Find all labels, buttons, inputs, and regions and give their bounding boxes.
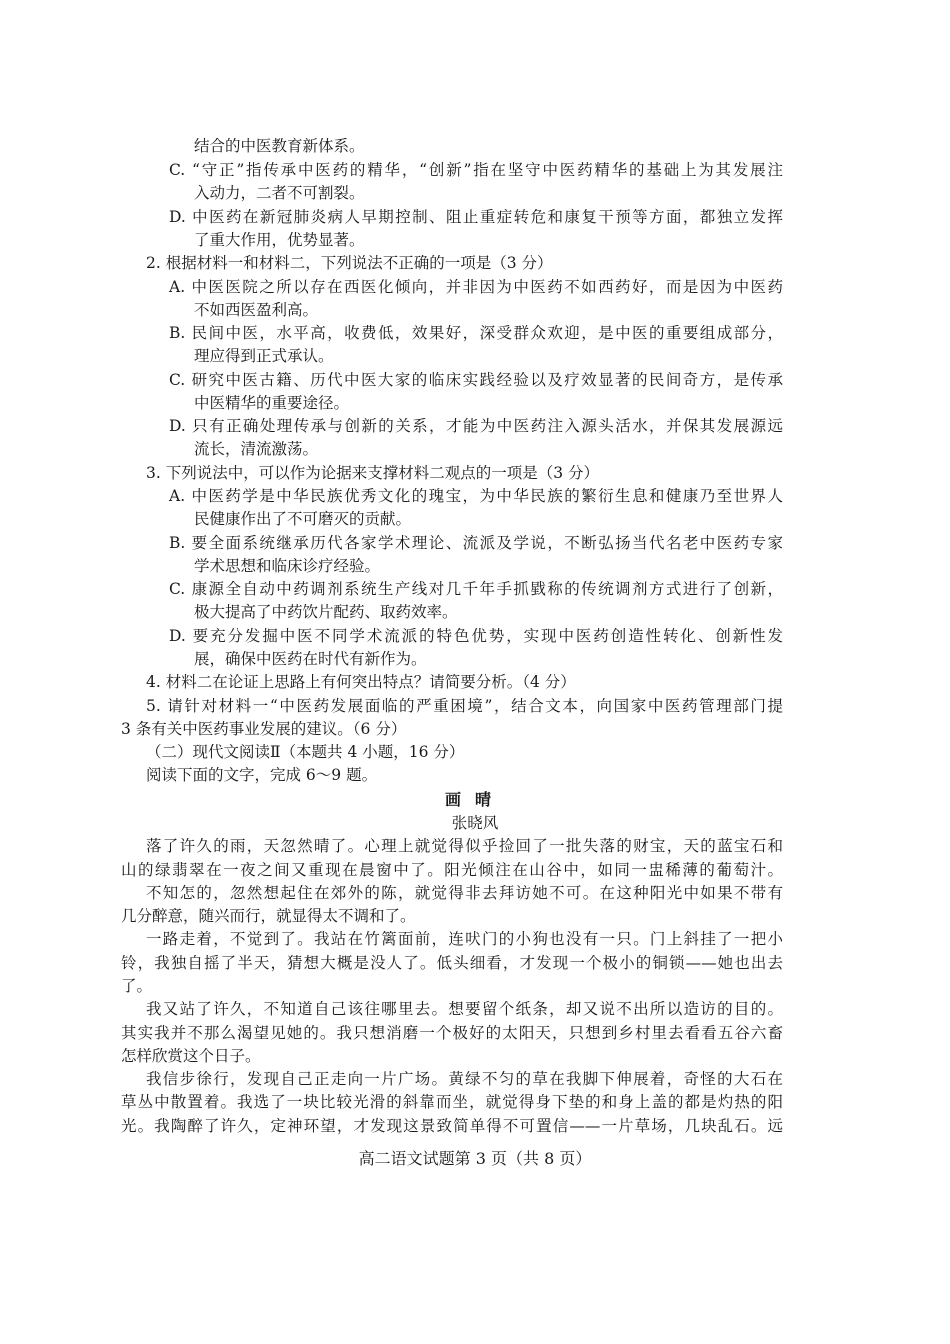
- article-paragraph-4-line3: 怎样欣赏这个日子。: [121, 1047, 261, 1065]
- article-paragraph-5: 我信步徐行，发现自己正走向一片广场。黄绿不匀的草在我脚下伸展着，奇怪的大石在: [146, 1070, 783, 1088]
- article-paragraph-2: 不知怎的，忽然想起住在郊外的陈，就觉得非去拜访她不可。在这种阳光中如果不带有: [146, 884, 783, 902]
- article-paragraph-5-line3: 光。我陶醉了许久，定神环望，才发现这景致简单得不可置信——一片草场，几块乱石。远: [121, 1117, 783, 1135]
- article-paragraph-5-line2: 草丛中散置着。我选了一块比较光滑的斜靠而坐，就觉得身下垫的和身上盖的都是灼热的阳: [121, 1093, 783, 1111]
- q2-stem: 2. 根据材料一和材料二，下列说法不正确的一项是（3 分）: [146, 254, 553, 272]
- q3-option-b: B. 要全面系统继承历代各家学术理论、流派及学说，不断弘扬当代名老中医药专家: [169, 534, 783, 552]
- article-paragraph-3-line2: 铃，我独自摇了半天，猜想大概是没人了。低头细看，才发现一个极小的铜锁——她也出去: [121, 954, 783, 972]
- q1-option-d-line2: 了重大作用，优势显著。: [194, 231, 365, 249]
- article-paragraph-2-line2: 几分醉意，随兴而行，就显得太不调和了。: [121, 907, 416, 925]
- q3-option-d-line2: 展，确保中医药在时代有新作为。: [194, 650, 427, 668]
- q3-option-a: A. 中医药学是中华民族优秀文化的瑰宝，为中华民族的繁衍生息和健康乃至世界人: [169, 487, 783, 505]
- article-title: 画晴: [444, 790, 505, 809]
- article-paragraph-4-line2: 其实我并不那么渴望见她的。我只想消磨一个极好的太阳天，只想到乡村里去看看五谷六畜: [121, 1024, 783, 1042]
- q5-stem-line2: 3 条有关中医药事业发展的建议。（6 分）: [121, 720, 407, 738]
- article-paragraph-4: 我又站了许久，不知道自己该往哪里去。想要留个纸条，却又说不出所以造访的目的。: [146, 1000, 783, 1018]
- q3-option-d: D. 要充分发掘中医不同学术流派的特色优势，实现中医药创造性转化、创新性发: [169, 627, 783, 645]
- article-paragraph-3: 一路走着，不觉到了。我站在竹篱面前，连吠门的小狗也没有一只。门上斜挂了一把小: [146, 930, 783, 948]
- q3-option-b-line2: 学术思想和临床诊疗经验。: [194, 557, 381, 575]
- article-paragraph-3-line3: 了。: [121, 977, 153, 995]
- q4-stem: 4. 材料二在论证上思路上有何突出特点？请简要分析。（4 分）: [146, 673, 576, 691]
- section-instruction: 阅读下面的文字，完成 6～9 题。: [146, 766, 378, 784]
- q3-option-a-line2: 民健康作出了不可磨灭的贡献。: [194, 510, 412, 528]
- article-paragraph-1: 落了许久的雨，天忽然晴了。心理上就觉得似乎捡回了一批失落的财宝，天的蓝宝石和: [146, 837, 783, 855]
- q3-option-c: C. 康源全自动中药调剂系统生产线对几千年手抓戥称的传统调剂方式进行了创新，: [169, 580, 783, 598]
- q5-stem: 5. 请针对材料一“中医药发展面临的严重困境”，结合文本，向国家中医药管理部门提: [146, 697, 783, 715]
- q1-option-b-continuation: 结合的中医教育新体系。: [194, 137, 365, 155]
- q2-option-d: D. 只有正确处理传承与创新的关系，才能为中医药注入源头活水，并保其发展源远: [169, 417, 783, 435]
- q2-option-c-line2: 中医精华的重要途径。: [194, 394, 350, 412]
- article-paragraph-1-line2: 山的绿翡翠在一夜之间又重现在晨窗中了。阳光倾注在山谷中，如同一盅稀薄的葡萄汁。: [121, 861, 783, 879]
- q1-option-d: D. 中医药在新冠肺炎病人早期控制、阻止重症转危和康复干预等方面，都独立发挥: [169, 208, 783, 226]
- q2-option-c: C. 研究中医古籍、历代中医大家的临床实践经验以及疗效显著的民间奇方，是传承: [169, 371, 783, 389]
- q2-option-d-line2: 流长，清流激荡。: [194, 440, 319, 458]
- q2-option-a-line2: 不如西医盈利高。: [194, 301, 319, 319]
- q2-option-a: A. 中医医院之所以存在西医化倾向，并非因为中医药不如西药好，而是因为中医药: [169, 278, 783, 296]
- q3-option-c-line2: 极大提高了中药饮片配药、取药效率。: [194, 603, 458, 621]
- page-footer: 高二语文试题第 3 页（共 8 页）: [358, 1149, 592, 1168]
- q3-stem: 3. 下列说法中，可以作为论据来支撑材料二观点的一项是（3 分）: [146, 464, 600, 482]
- q1-option-c-line2: 入动力，二者不可割裂。: [194, 184, 365, 202]
- q2-option-b: B. 民间中医，水平高，收费低，效果好，深受群众欢迎，是中医的重要组成部分，: [169, 324, 783, 342]
- q2-option-b-line2: 理应得到正式承认。: [194, 347, 334, 365]
- q1-option-c: C. “守正”指传承中医药的精华，“创新”指在坚守中医药精华的基础上为其发展注: [169, 161, 783, 179]
- section-heading: （二）现代文阅读Ⅱ（本题共 4 小题，16 分）: [146, 743, 465, 761]
- article-author: 张晓风: [451, 814, 499, 832]
